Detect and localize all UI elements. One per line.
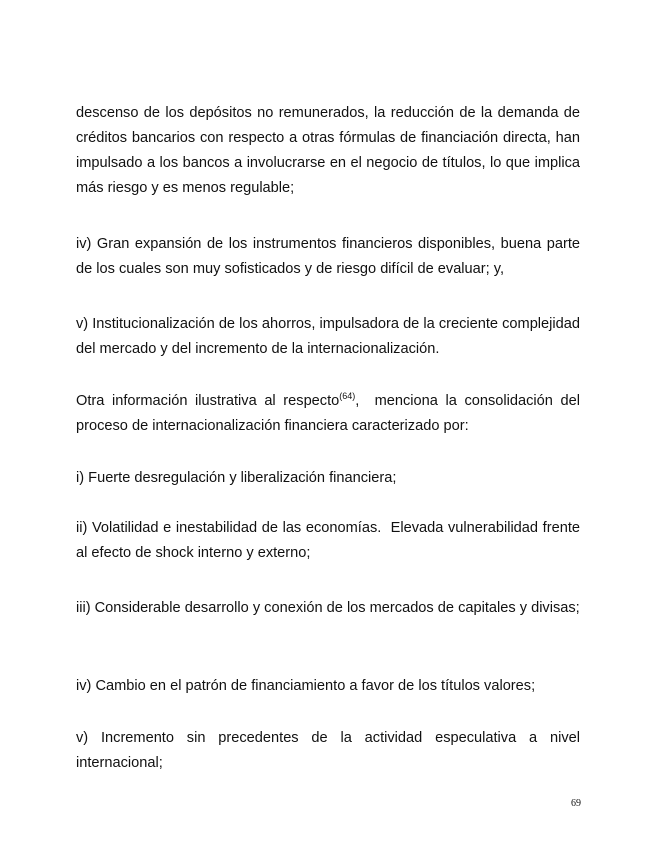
paragraph-additional-info: [76, 389, 585, 439]
paragraph-item-iv-instruments: iv) Gran expansión de los instrumentos financieros disponibles, buena parte de los cuales son muy sofisticados y de riesgo difícil de evaluar; y,: [76, 236, 580, 277]
paragraph-additional-info-start: Otra información ilustrativa al respecto: [76, 393, 340, 409]
footnote-reference: (64): [339, 391, 356, 401]
paragraph-item-iii-markets: iii) Considerable desarrollo y conexión de los mercados de capitales y divisas;: [76, 600, 580, 616]
paragraph-deposits-decline: descenso de los depósitos no remunerados, la reducción de la demanda de créditos bancarios con respecto a otras fórmulas de financiación directa, han impulsado a los bancos a involucrarse en el negocio de títulos, lo que implica más riesgo y es menos regulable;: [76, 105, 580, 196]
paragraph-item-ii-volatility: ii) Volatilidad e inestabilidad de las economías. Elevada vulnerabilidad frente al efecto de shock interno y externo;: [76, 520, 585, 561]
paragraph-item-v-speculation: v) Incremento sin precedentes de la actividad especulativa a nivel internacional;: [76, 730, 580, 771]
paragraph-item-v-savings: v) Institucionalización de los ahorros, impulsadora de la creciente complejidad del mercado y del incremento de la internacionalización.: [76, 316, 580, 357]
paragraph-item-iv-financing: iv) Cambio en el patrón de financiamiento a favor de los títulos valores;: [76, 678, 536, 694]
paragraph-item-i-deregulation: i) Fuerte desregulación y liberalización financiera;: [76, 470, 397, 486]
page-number: 69: [571, 798, 581, 809]
paragraph-additional-info-end: , menciona la consolidación del proceso de internacionalización financiera caracterizado por:: [76, 393, 585, 434]
